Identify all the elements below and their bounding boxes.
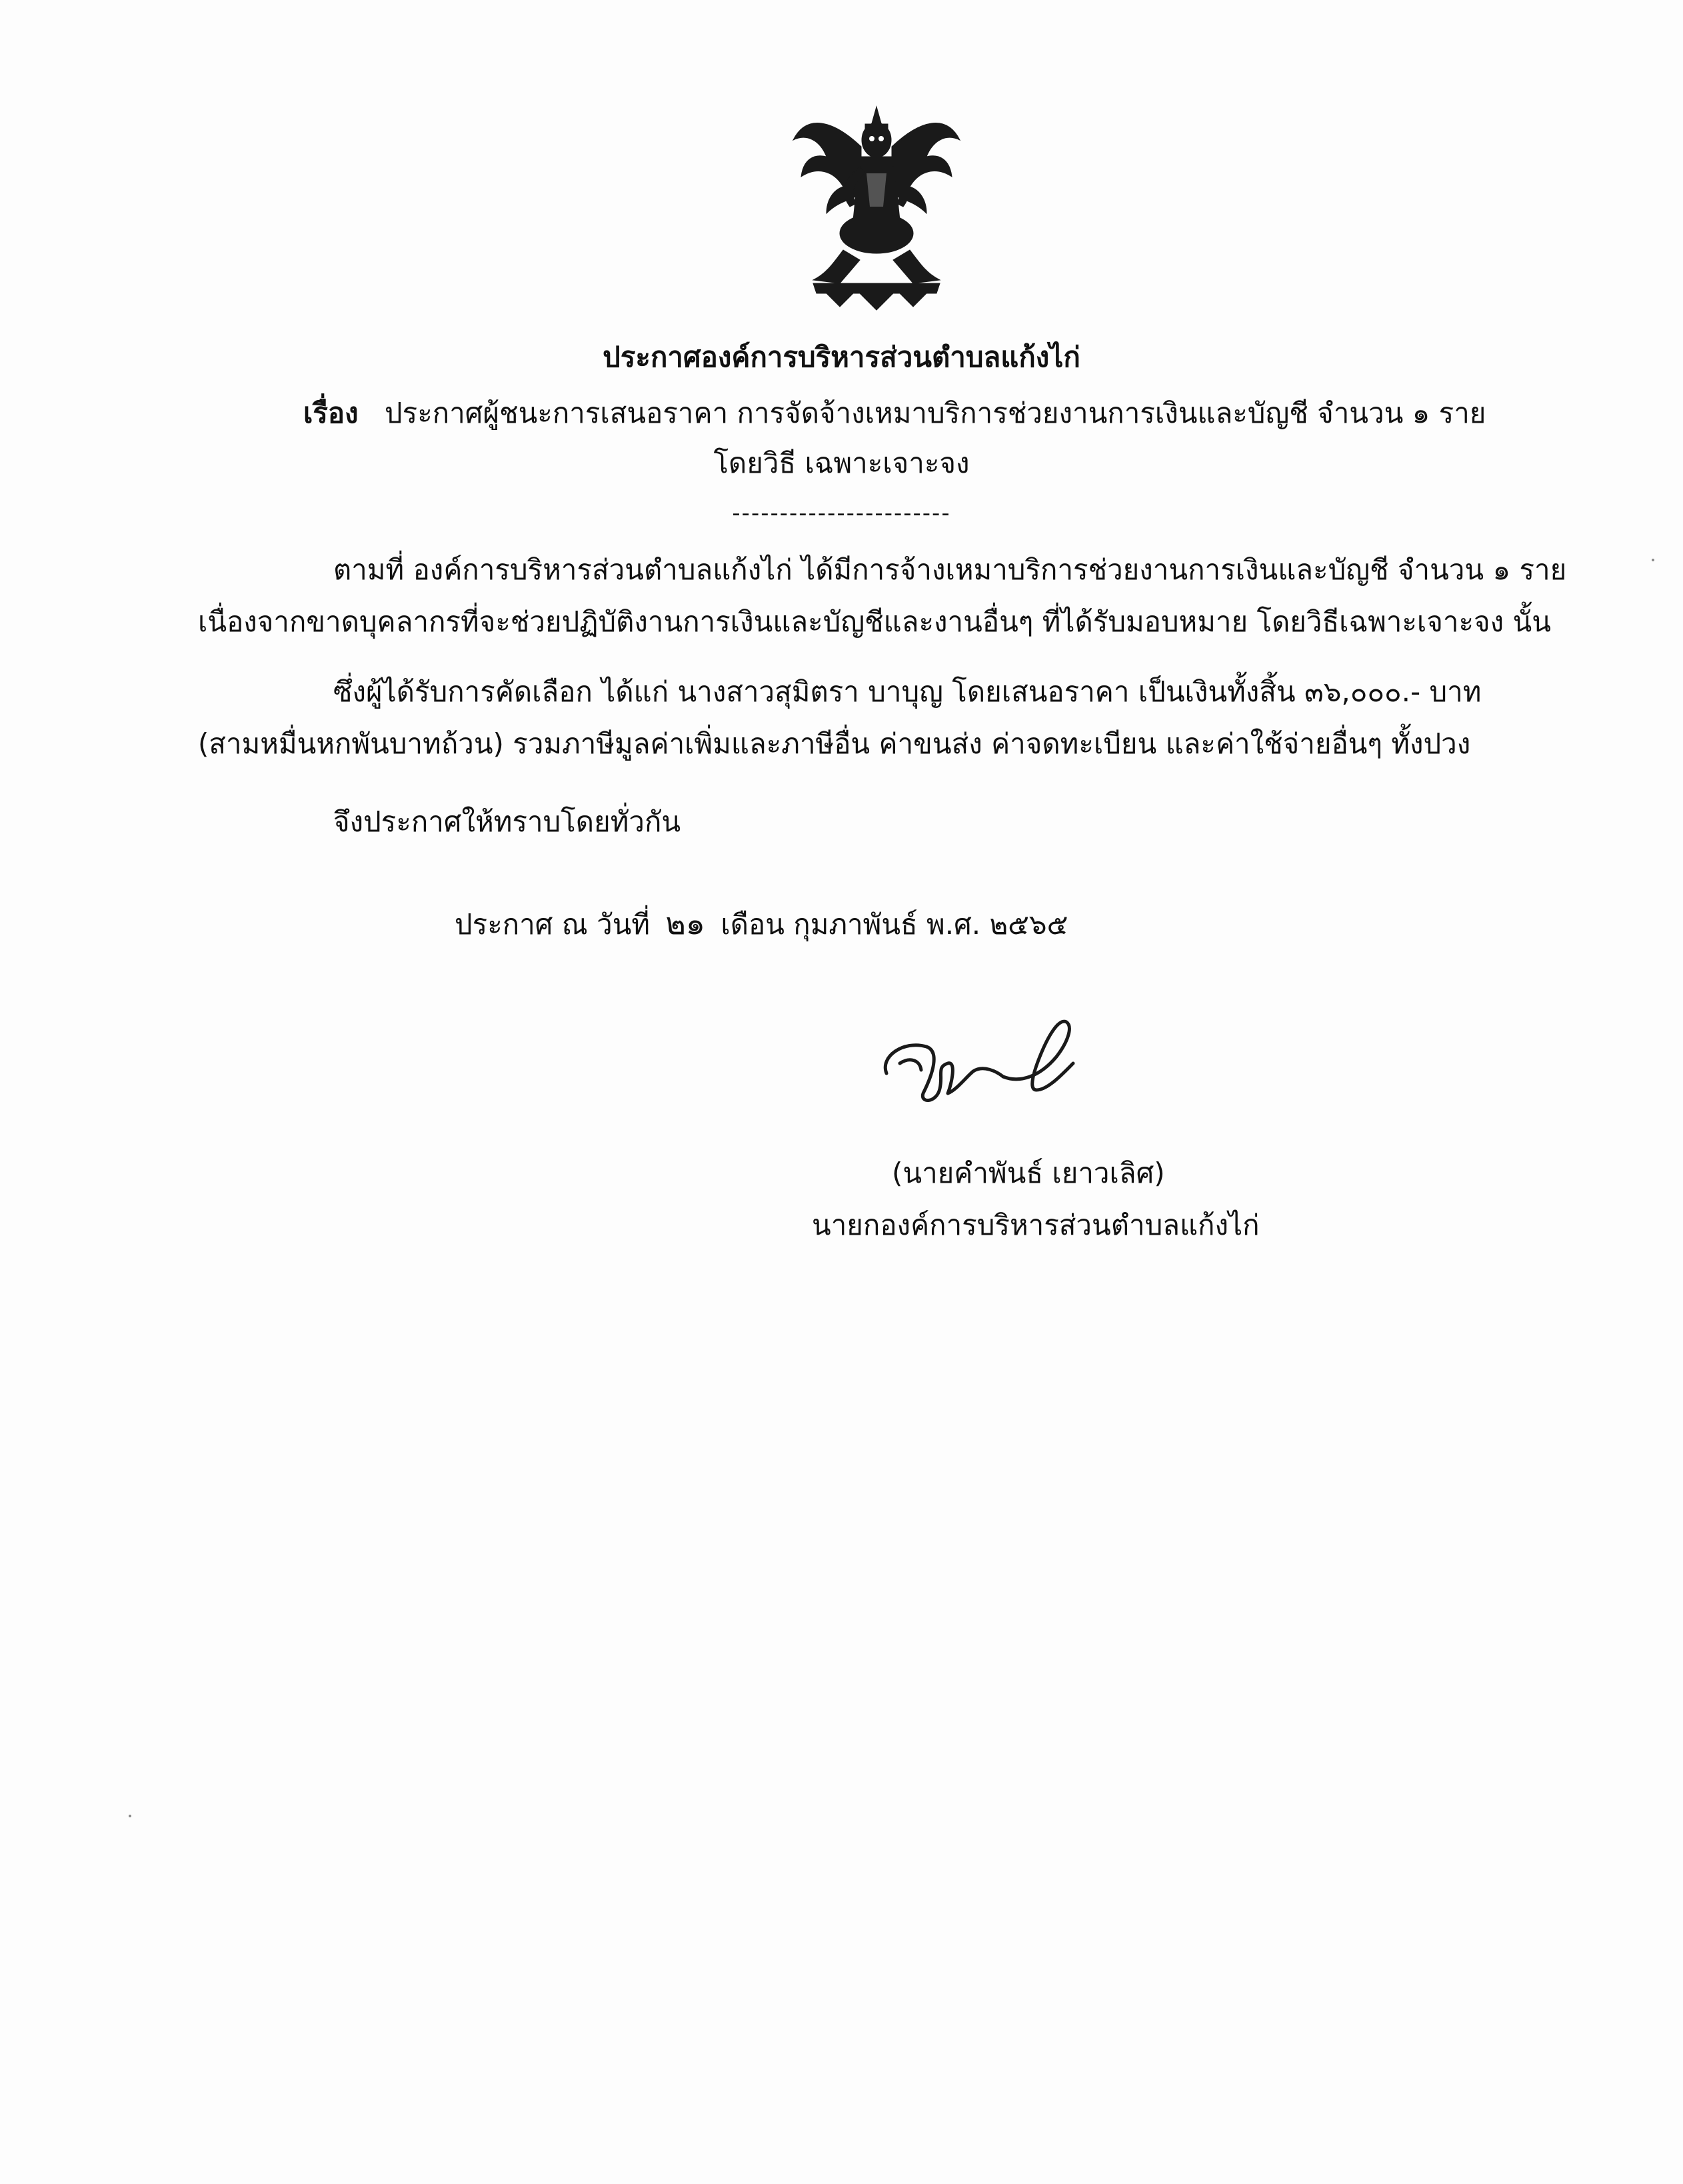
garuda-emblem-icon [787, 93, 966, 313]
document-title: ประกาศองค์การบริหารส่วนตำบลแก้งไก่ [603, 341, 1080, 373]
subject-continuation: โดยวิธี เฉพาะเจาะจง [713, 447, 970, 479]
separator: ----------------------- [732, 500, 951, 527]
signer-name: (นายคำพันธ์ เยาวเลิศ) [892, 1157, 1165, 1189]
paragraph2-line1: ซึ่งผู้ได้รับการคัดเลือก ได้แก่ นางสาวสุมิตรา บาบุญ โดยเสนอราคา เป็นเงินทั้งสิ้น ๓๖,๐๐๐.- บาท [333, 675, 1482, 708]
dateline-prefix: ประกาศ ณ วันที่ [455, 908, 651, 941]
paragraph3: จึงประกาศให้ทราบโดยทั่วกัน [333, 805, 681, 838]
subject-text: ประกาศผู้ชนะการเสนอราคา การจัดจ้างเหมาบริการช่วยงานการเงินและบัญชี จำนวน ๑ ราย [385, 397, 1486, 429]
subject-line [303, 393, 1486, 433]
scan-speck [129, 1815, 131, 1817]
paragraph1-line2: เนื่องจากขาดบุคลากรที่จะช่วยปฏิบัติงานการเงินและบัญชีและงานอื่นๆ ที่ได้รับมอบหมาย โดยวิธีเฉพาะเจาะจง นั้น [198, 605, 1551, 638]
dateline-day: ๒๑ [665, 905, 705, 941]
signer-position: นายกองค์การบริหารส่วนตำบลแก้งไก่ [812, 1209, 1260, 1241]
paragraph2-line2: (สามหมื่นหกพันบาทถ้วน) รวมภาษีมูลค่าเพิ่มและภาษีอื่น ค่าขนส่ง ค่าจดทะเบียน และค่าใช้จ่ายอื่นๆ ทั้งปวง [198, 727, 1471, 760]
paragraph1-line1: ตามที่ องค์การบริหารส่วนตำบลแก้งไก่ ได้มีการจ้างเหมาบริการช่วยงานการเงินและบัญชี จำนวน ๑ ราย [333, 553, 1567, 586]
signature-icon [873, 1010, 1093, 1123]
subject-label: เรื่อง [303, 397, 359, 429]
dateline [455, 903, 1068, 945]
scan-speck [1652, 559, 1654, 561]
dateline-suffix: เดือน กุมภาพันธ์ พ.ศ. ๒๕๖๕ [721, 908, 1068, 941]
